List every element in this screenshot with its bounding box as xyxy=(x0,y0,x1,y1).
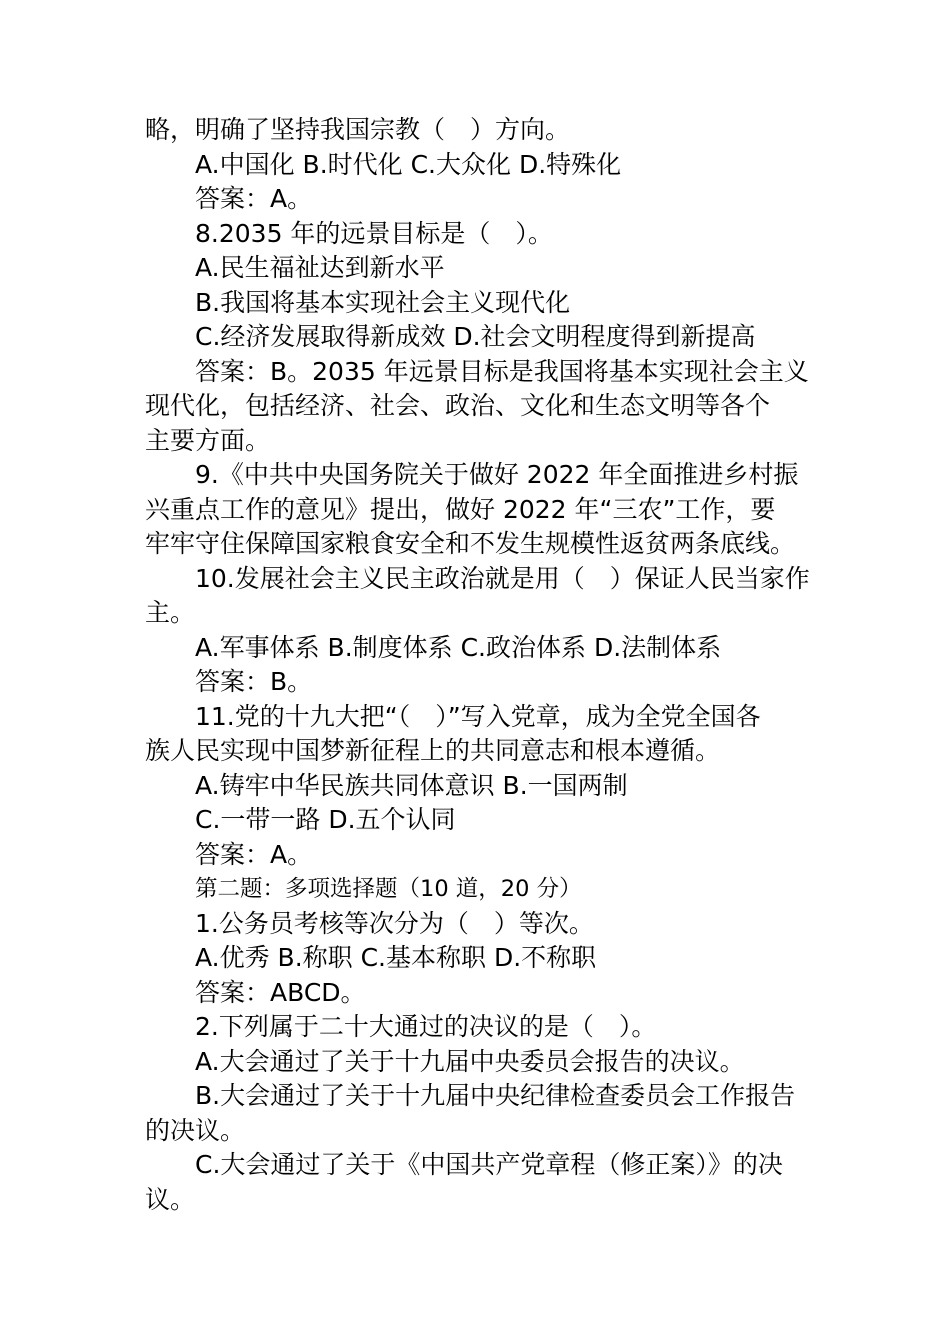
section-heading: 第二题：多项选择题（10 道，20 分） xyxy=(195,876,582,902)
mq2-option-a: A.大会通过了关于十九届中央委员会报告的决议。 xyxy=(195,1046,745,1076)
q8-answer-continuation: 现代化，包括经济、社会、政治、文化和生态文明等各个 xyxy=(145,391,771,420)
q11-answer: 答案：A。 xyxy=(195,839,313,869)
q11-stem-continuation: 族人民实现中国梦新征程上的共同意志和根本遵循。 xyxy=(145,736,721,765)
q8-stem: 8.2035 年的远景目标是（ ）。 xyxy=(195,218,553,248)
q10-stem-continuation: 主。 xyxy=(145,598,196,627)
q8-answer: 答案：B。2035 年远景目标是我国将基本实现社会主义 xyxy=(195,356,809,386)
q10-answer: 答案：B。 xyxy=(195,667,313,696)
q8-option-cd: C.经济发展取得新成效 D.社会文明程度得到新提高 xyxy=(195,322,756,351)
q11-option-ab: A.铸牢中华民族共同体意识 B.一国两制 xyxy=(195,770,628,800)
document-body xyxy=(145,113,810,1217)
q8-answer-continuation: 主要方面。 xyxy=(145,425,271,455)
mq2-option-b-continuation: 的决议。 xyxy=(145,1115,246,1145)
q7-stem-continuation: 略，明确了坚持我国宗教（ ）方向。 xyxy=(145,115,571,144)
q9-stem-continuation: 牢牢守住保障国家粮食安全和不发生规模性返贫两条底线。 xyxy=(145,529,796,558)
q11-stem: 11.党的十九大把“（ ）”写入党章，成为全党全国各 xyxy=(195,701,761,731)
q11-option-cd: C.一带一路 D.五个认同 xyxy=(195,805,456,834)
q8-option-b: B.我国将基本实现社会主义现代化 xyxy=(195,287,571,317)
q7-options: A.中国化 B.时代化 C.大众化 D.特殊化 xyxy=(195,149,622,179)
mq2-stem: 2.下列属于二十大通过的决议的是（ ）。 xyxy=(195,1012,657,1041)
mq2-option-b: B.大会通过了关于十九届中央纪律检查委员会工作报告 xyxy=(195,1081,796,1110)
mq2-option-c-continuation: 议。 xyxy=(145,1184,196,1214)
q8-option-a: A.民生福祉达到新水平 xyxy=(195,253,445,282)
q9-stem: 9.《中共中央国务院关于做好 2022 年全面推进乡村振 xyxy=(195,460,799,489)
mq2-option-c: C.大会通过了关于《中国共产党章程（修正案）》的决 xyxy=(195,1150,783,1179)
mq1-answer: 答案：ABCD。 xyxy=(195,977,366,1007)
q10-options: A.军事体系 B.制度体系 C.政治体系 D.法制体系 xyxy=(195,632,722,662)
q9-stem-continuation: 兴重点工作的意见》提出，做好 2022 年“三农”工作，要 xyxy=(145,494,776,524)
mq1-options: A.优秀 B.称职 C.基本称职 D.不称职 xyxy=(195,943,597,972)
q10-stem: 10.发展社会主义民主政治就是用（ ）保证人民当家作 xyxy=(195,563,810,593)
mq1-stem: 1.公务员考核等次分为（ ）等次。 xyxy=(195,908,594,938)
q7-answer: 答案：A。 xyxy=(195,184,313,213)
